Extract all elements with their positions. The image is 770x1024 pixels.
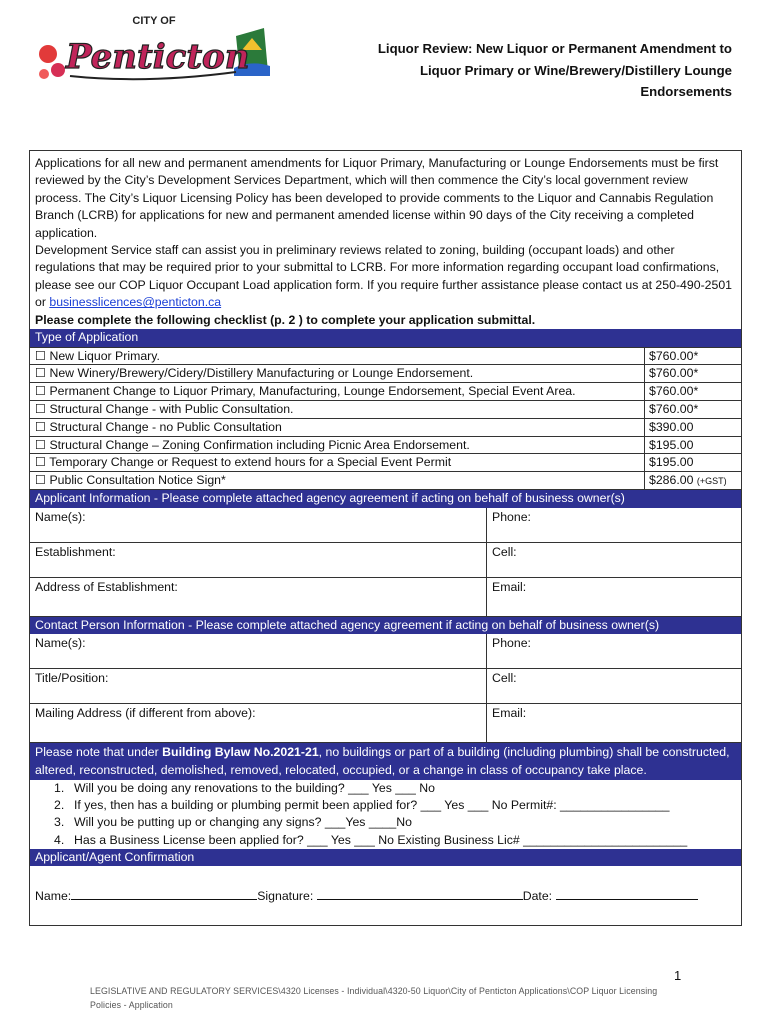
- footer-path: LEGISLATIVE AND REGULATORY SERVICES\4320 Licenses - Individual\4320-50 Liquor\City of Penticton Applications\COP Liquor Licensing Policies - Application: [90, 986, 658, 1010]
- question-item[interactable]: [54, 814, 736, 831]
- contact-row-title: [30, 668, 741, 703]
- building-bylaw-notice: Please note that under Building Bylaw No.2021-21, no buildings or part of a building (including plumbing) shall be constructed, altered, reconstructed, demolished, removed, relocated, occupied, or a change in class of occupancy take place.: [30, 742, 741, 780]
- applicant-name-field[interactable]: Name(s):: [30, 508, 487, 542]
- question-number: 4.: [54, 832, 65, 847]
- signature-line[interactable]: [317, 888, 523, 900]
- fee-note: (+GST): [696, 476, 727, 487]
- date-label: Date:: [522, 889, 553, 904]
- question-text: If yes, then has a building or plumbing permit been applied for? ___ Yes ___ No Permit#: ________________: [74, 798, 670, 813]
- application-type-label[interactable]: ☐ New Winery/Brewery/Cidery/Distillery Manufacturing or Lounge Endorsement.: [35, 366, 474, 381]
- fee-amount: $760.00*: [649, 366, 699, 381]
- building-questions: [30, 780, 741, 849]
- application-form: [29, 150, 742, 926]
- application-fee: [644, 401, 741, 418]
- fee-amount: $195.00: [649, 437, 694, 452]
- fee-amount: $760.00*: [649, 348, 699, 363]
- application-type-row[interactable]: [30, 418, 741, 436]
- contact-phone-field[interactable]: Phone:: [492, 636, 531, 651]
- question-item[interactable]: [54, 797, 736, 814]
- question-number: 2.: [54, 798, 65, 813]
- application-type-label[interactable]: ☐ New Liquor Primary.: [35, 348, 160, 363]
- application-fee: [644, 348, 741, 365]
- application-type-row[interactable]: [30, 436, 741, 454]
- application-type-label[interactable]: ☐ Structural Change - no Public Consultation: [35, 419, 282, 434]
- applicant-cell-field[interactable]: Cell:: [492, 544, 517, 559]
- title-line-2: Liquor Primary or Wine/Brewery/Distillery Lounge: [419, 62, 732, 78]
- question-text: Will you be doing any renovations to the building? ___ Yes ___ No: [74, 781, 435, 796]
- title-line-1: Liquor Review: New Liquor or Permanent Amendment to: [377, 41, 732, 56]
- application-fee: [644, 437, 741, 454]
- question-text: Has a Business License been applied for? ___ Yes ___ No Existing Business Lic# ________________________: [74, 832, 688, 847]
- application-fee: [644, 383, 741, 400]
- fee-amount: $760.00*: [649, 384, 699, 399]
- establishment-field[interactable]: Establishment:: [30, 543, 487, 577]
- bylaw-reference: Building Bylaw No.2021-21: [162, 745, 319, 760]
- applicant-phone-field[interactable]: Phone:: [492, 509, 531, 524]
- application-fee: [644, 419, 741, 436]
- establishment-address-field[interactable]: Address of Establishment:: [30, 578, 487, 616]
- title-line-3: Endorsements: [640, 84, 732, 99]
- mailing-address-field[interactable]: Mailing Address (if different from above):: [30, 704, 487, 742]
- application-type-row[interactable]: [30, 400, 741, 418]
- checklist-instruction: Please complete the following checklist (p. 2 ) to complete your application submittal.: [35, 312, 536, 327]
- contact-name-field[interactable]: Name(s):: [30, 634, 487, 668]
- contact-title-field[interactable]: Title/Position:: [30, 669, 487, 703]
- intro-paragraph-1: Applications for all new and permanent amendments for Liquor Primary, Manufacturing or Lounge Endorsements must be first reviewed by the City’s Development Services Department, which will then commence the City’s local government review process. The City’s Liquor Licensing Policy has been developed to provide comments to the Liquor and Cannabis Regulation Branch (LCRB) for applications for new and permanent amended license within 90 days of the City receiving a completed application.: [35, 156, 719, 240]
- application-type-list: [30, 347, 741, 489]
- applicant-info-header: Applicant Information - Please complete attached agency agreement if acting on behalf of business owner(s): [30, 489, 741, 508]
- page-number: 1: [674, 968, 682, 983]
- question-item[interactable]: [54, 780, 736, 797]
- application-type-label[interactable]: ☐ Temporary Change or Request to extend hours for a Special Event Permit: [35, 455, 452, 470]
- application-type-row[interactable]: [30, 471, 741, 489]
- contact-email-field[interactable]: Email:: [492, 706, 527, 721]
- type-of-application-header: Type of Application: [30, 329, 741, 347]
- svg-text:Penticton: Penticton: [66, 37, 250, 77]
- contact-row-mailing: [30, 703, 741, 742]
- applicant-row-name: [30, 508, 741, 542]
- contact-info-header: Contact Person Information - Please complete attached agency agreement if acting on behalf of business owner(s): [30, 616, 741, 635]
- date-line[interactable]: [556, 888, 698, 900]
- contact-cell-field[interactable]: Cell:: [492, 671, 517, 686]
- fee-amount: $390.00: [649, 419, 694, 434]
- question-item[interactable]: [54, 832, 736, 849]
- application-type-row[interactable]: [30, 453, 741, 471]
- question-number: 3.: [54, 815, 65, 830]
- contact-row-name: [30, 634, 741, 668]
- fee-amount: $195.00: [649, 455, 694, 470]
- question-number: 1.: [54, 781, 65, 796]
- intro-paragraph-2: Development Service staff can assist you in preliminary reviews related to zoning, building (occupant loads) and other regulations that may be required prior to your submittal to LCRB. For more information regarding occupant load confirmations, please see our COP Liquor Occupant Load application form. If you require further assistance please contact us at 250-490-2501 or businesslicences@penticton.ca: [35, 243, 733, 310]
- application-fee: [644, 365, 741, 382]
- signature-row: [30, 866, 741, 925]
- svg-text:CITY OF: CITY OF: [132, 15, 176, 27]
- question-text: Will you be putting up or changing any signs? ___Yes ____No: [74, 815, 412, 830]
- application-type-row[interactable]: [30, 364, 741, 382]
- application-type-row[interactable]: [30, 347, 741, 365]
- applicant-row-establishment: [30, 542, 741, 577]
- name-label: Name:: [35, 889, 72, 904]
- applicant-email-field[interactable]: Email:: [492, 579, 527, 594]
- application-fee: [644, 472, 741, 489]
- fee-amount: $760.00*: [649, 402, 699, 417]
- application-fee: [644, 454, 741, 471]
- application-type-label[interactable]: ☐ Structural Change - with Public Consultation.: [35, 402, 294, 417]
- application-type-row[interactable]: [30, 382, 741, 400]
- signature-label: Signature:: [257, 889, 314, 904]
- name-line[interactable]: [71, 888, 257, 900]
- fee-amount: $286.00: [649, 473, 694, 488]
- application-type-label[interactable]: ☐ Public Consultation Notice Sign*: [35, 473, 226, 488]
- application-type-label[interactable]: ☐ Permanent Change to Liquor Primary, Manufacturing, Lounge Endorsement, Special Event Area.: [35, 384, 576, 399]
- application-type-label[interactable]: ☐ Structural Change – Zoning Confirmation including Picnic Area Endorsement.: [35, 437, 470, 452]
- applicant-row-address: [30, 577, 741, 616]
- email-link[interactable]: businesslicences@penticton.ca: [49, 295, 222, 310]
- intro-section: [30, 151, 741, 329]
- document-title: [312, 38, 732, 103]
- city-of-penticton-logo: [36, 10, 272, 88]
- confirmation-header: Applicant/Agent Confirmation: [30, 849, 741, 867]
